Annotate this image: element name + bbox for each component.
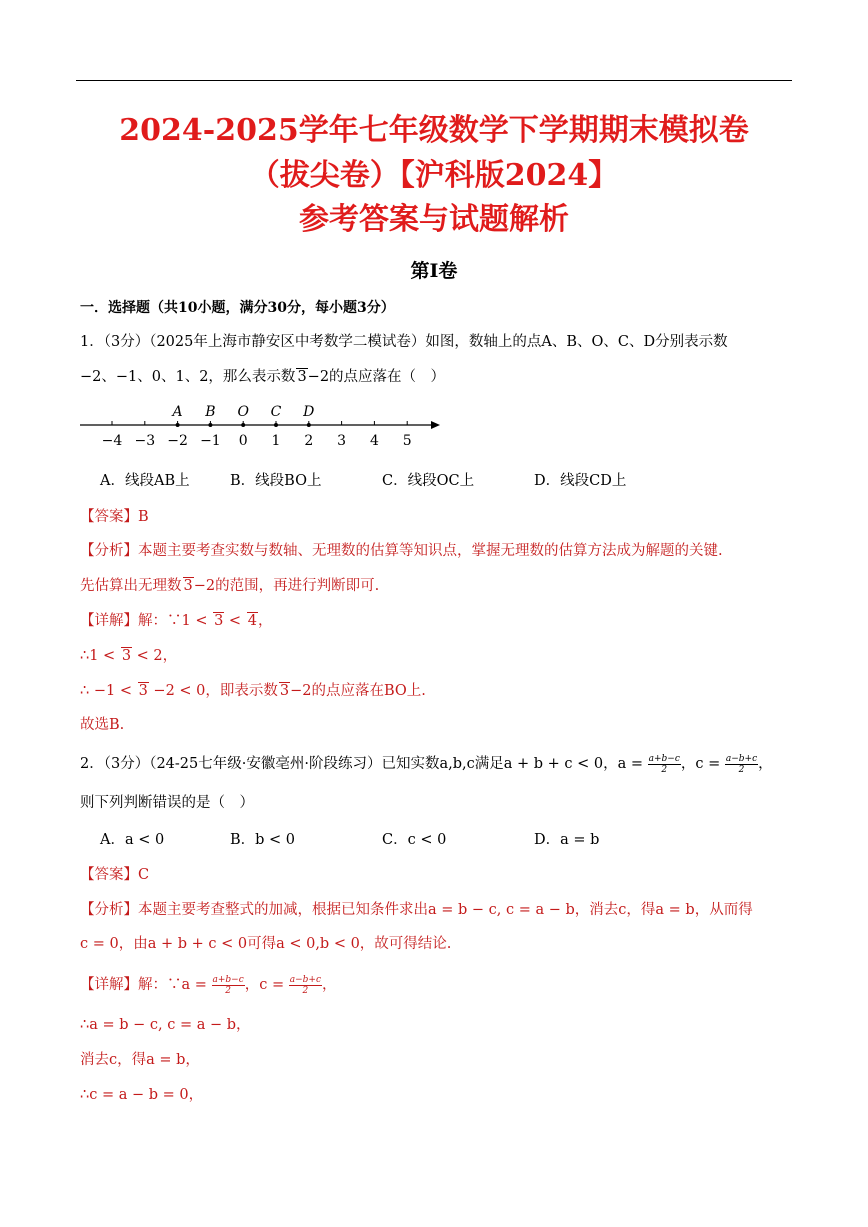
axis-tick-label: 3 (337, 433, 347, 449)
axis-point-label: C (270, 404, 282, 420)
q1-option-c[interactable]: C．线段OC上 (382, 473, 475, 489)
axis-tick-label: 1 (271, 433, 281, 449)
q2-answer: 【答案】C (80, 867, 150, 883)
axis-point (241, 423, 245, 427)
q1-answer: 【答案】B (80, 509, 149, 525)
axis-point (176, 423, 180, 427)
q1-option-a[interactable]: A．线段AB上 (100, 473, 190, 489)
q1-detail-line-1: 【详解】解：∵1 < 3 < 4， (80, 613, 273, 629)
q2-detail-line-3: 消去c，得a = b， (80, 1052, 200, 1068)
q2-option-a[interactable]: A．a < 0 (100, 832, 165, 848)
q2-option-b[interactable]: B．b < 0 (230, 832, 296, 848)
axis-point-label: O (237, 404, 249, 420)
q2-detail-line-1: 【详解】解：∵a = $\frac{a+b-c}{2}$ ，c = $\frac{a-b+c}{2}$ ， (80, 974, 337, 996)
q2-option-c[interactable]: C．c < 0 (382, 832, 447, 848)
axis-tick-label: −3 (134, 433, 156, 449)
axis-point (274, 423, 278, 427)
q2-stem-line-1: 2．（3分）（24-25七年级·安徽亳州·阶段练习）已知实数a,b,c满足a + b + c < 0，a = $\frac{a+b-c}{2}$ ，c = $\frac{a-b+c}{2}$ ， (80, 753, 773, 775)
axis-tick-label: 2 (304, 433, 314, 449)
q2-option-d[interactable]: D．a = b (534, 832, 600, 848)
number-line (76, 396, 446, 452)
axis-point-label: A (172, 404, 183, 420)
axis-point (208, 423, 212, 427)
title-line-2: （拔尖卷）【沪科版2024】 (249, 158, 619, 193)
axis-tick-label: 4 (369, 433, 379, 449)
title-line-3: 参考答案与试题解析 (299, 202, 569, 237)
q2-stem-line-2: 则下列判断错误的是（ ） (80, 795, 254, 811)
axis-tick-label: −1 (200, 433, 221, 449)
q2-detail-line-2: ∴a = b − c, c = a − b， (80, 1017, 251, 1033)
axis-tick-label: −4 (101, 433, 123, 449)
q1-option-b[interactable]: B．线段BO上 (230, 473, 322, 489)
sqrt-3: 3 (297, 369, 307, 385)
q1-conclusion: 故选B. (80, 717, 125, 733)
volume-heading: 第Ⅰ卷 (410, 260, 458, 282)
axis-point-label: D (303, 404, 315, 420)
q2-analysis-line-2: c = 0，由a + b + c < 0可得a < 0,b < 0，故可得结论. (80, 936, 452, 952)
q2-analysis-line-1: 【分析】本题主要考查整式的加减，根据已知条件求出a = b − c, c = a − b，消去c，得a = b，从而得 (80, 902, 753, 918)
q1-stem-line-2: −2、−1、0、1、2，那么表示数 3−2的点应落在（ ） (80, 369, 446, 385)
q1-option-d[interactable]: D．线段CD上 (534, 473, 627, 489)
q1-detail-line-2: ∴1 < 3 < 2， (80, 648, 178, 664)
axis-tick-label: 0 (238, 433, 248, 449)
header-rule (76, 80, 792, 81)
axis-tick-label: 5 (402, 433, 412, 449)
q1-detail-line-3: ∴ −1 < 3 −2 < 0，即表示数 3−2的点应落在BO上. (80, 683, 426, 699)
axis-tick-label: −2 (167, 433, 188, 449)
title-line-1: 2024-2025学年七年级数学下学期期末模拟卷 (119, 113, 749, 148)
q1-analysis-line-1: 【分析】本题主要考查实数与数轴、无理数的估算等知识点，掌握无理数的估算方法成为解题的关键. (80, 543, 723, 559)
q2-detail-line-4: ∴c = a − b = 0， (80, 1087, 204, 1103)
axis-point (307, 423, 311, 427)
q1-analysis-line-2: 先估算出无理数 3−2的范围，再进行判断即可. (80, 578, 380, 594)
section-heading: 一．选择题（共10小题，满分30分，每小题3分） (80, 300, 395, 316)
q1-stem-line-1: 1．（3分）（2025年上海市静安区中考数学二模试卷）如图，数轴上的点A、B、O、C、D分别表示数 (80, 334, 728, 350)
axis-point-label: B (205, 404, 216, 420)
